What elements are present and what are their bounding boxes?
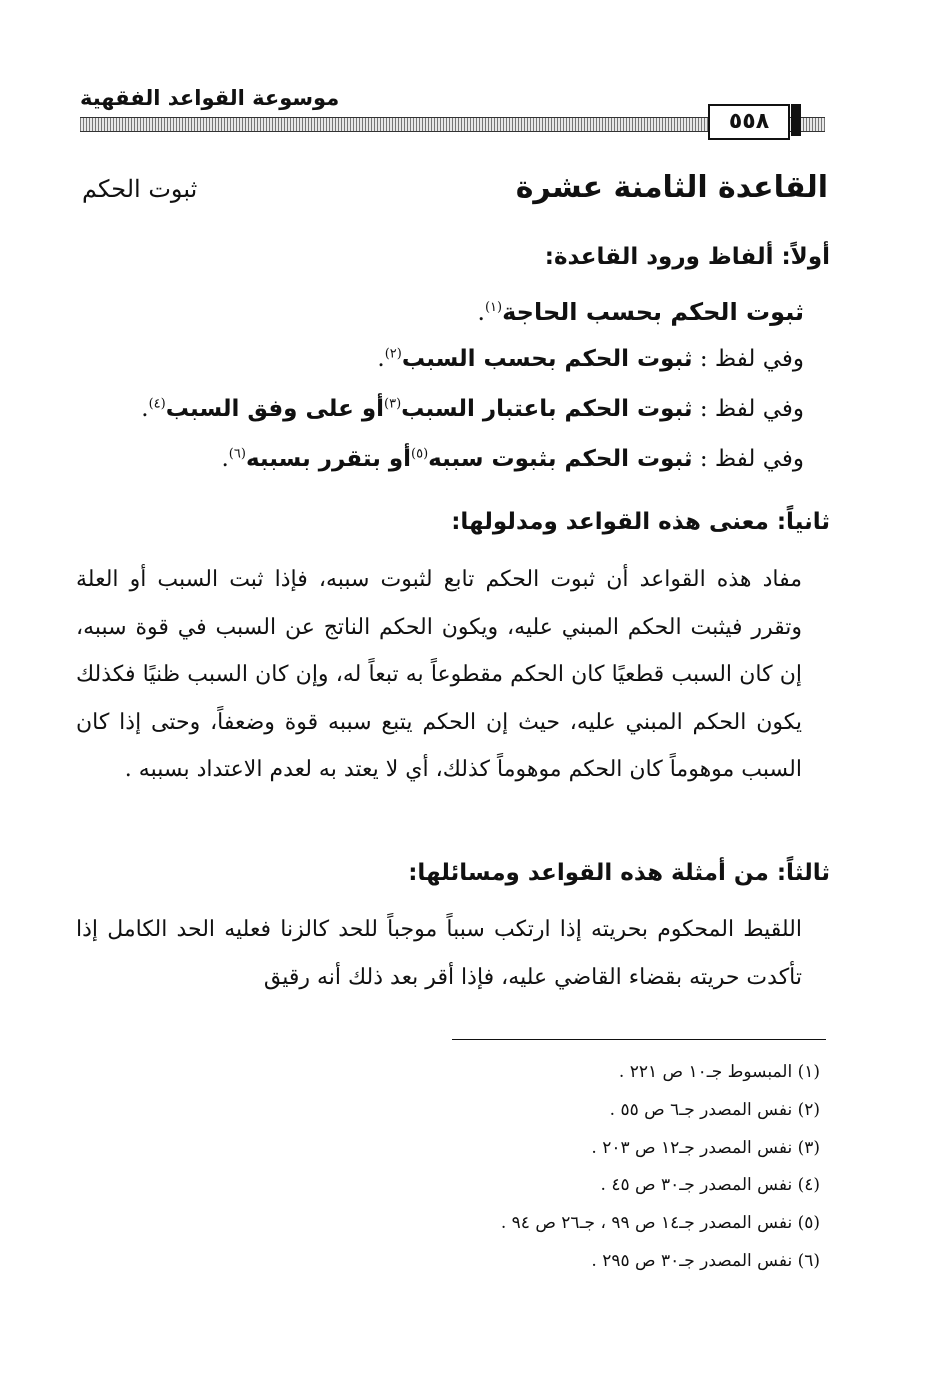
main-wording-text: ثبوت الحكم بحسب الحاجة <box>502 298 804 326</box>
footnote-ref: (٤) <box>148 396 166 412</box>
book-title: موسوعة القواعد الفقهية <box>80 86 340 110</box>
footnote-ref: (٥) <box>411 446 429 462</box>
variant-text: ثبوت الحكم بحسب السبب <box>401 346 693 372</box>
section-2-body: مفاد هذه القواعد أن ثبوت الحكم تابع لثبوت سببه، فإذا ثبت السبب أو العلة وتقرر فيثبت الحكم المبني عليه، ويكون الحكم الناتج عن السبب في قوة سببه، إن كان السبب قطعيًا كان الحكم مقطوعاً به تبعاً له، وإن كان السبب ظنيًا فكذلك يكون الحكم المبني عليه، حيث إن الحكم يتبع سببه قوة وضعفاً، وحتى إذا كان السبب موهوماً كان الحكم موهوماً كذلك، أي لا يعتد به لعدم الاعتداد بسببه . <box>76 567 802 782</box>
rule-title: القاعدة الثامنة عشرة <box>515 170 828 205</box>
variant-prefix: وفي لفظ : <box>692 346 804 372</box>
footnote-list <box>501 1054 820 1281</box>
variant-prefix: وفي لفظ : <box>692 396 804 422</box>
section-3-title: ثالثاً: من أمثلة هذه القواعد ومسائلها: <box>408 860 830 886</box>
variant-wording: وفي لفظ : ثبوت الحكم باعتبار السبب$^{(٣)}$أو على وفق السبب$^{(٤)}$. <box>141 396 804 422</box>
variant-text-2: أو بتقرر بسببه <box>245 446 412 472</box>
variant-text-2: أو على وفق السبب <box>165 396 385 422</box>
footnote-ref: (٢) <box>384 346 402 362</box>
main-wording: ثبوت الحكم بحسب الحاجة$^{(١)}$. <box>477 298 804 326</box>
footnote: (٥) نفس المصدر جـ١٤ ص ٩٩ ، جـ٢٦ ص ٩٤ . <box>500 1213 820 1234</box>
topic-label: ثبوت الحكم <box>82 175 198 203</box>
section-2-title: ثانياً: معنى هذه القواعد ومدلولها: <box>451 509 830 535</box>
variant-text: ثبوت الحكم باعتبار السبب <box>401 396 693 422</box>
footnote-separator <box>452 1039 826 1040</box>
footnote-ref: (١) <box>484 300 503 315</box>
variant-wording: وفي لفظ : ثبوت الحكم بحسب السبب$^{(٢)}$. <box>377 346 804 372</box>
header-mark <box>791 104 801 136</box>
footnote: (١) المبسوط جـ١٠ ص ٢٢١ . <box>618 1062 820 1082</box>
variant-prefix: وفي لفظ : <box>692 446 804 472</box>
footnote-ref: (٦) <box>228 446 246 462</box>
footnote-ref: (٣) <box>384 396 402 412</box>
footnote: (٦) نفس المصدر جـ٣٠ ص ٢٩٥ . <box>591 1250 820 1271</box>
variant-wording: وفي لفظ : ثبوت الحكم بثبوت سببه$^{(٥)}$أو بتقرر بسببه$^{(٦)}$. <box>221 446 804 472</box>
page-number: ٥٥٨ <box>708 104 790 140</box>
footnote: (٤) نفس المصدر جـ٣٠ ص ٤٥ . <box>600 1175 820 1196</box>
section-3-body: اللقيط المحكوم بحريته إذا ارتكب سبباً موجباً للحد كالزنا فعليه الحد الكامل إذا تأكدت حريته بقضاء القاضي عليه، فإذا أقر بعد ذلك أنه رقيق <box>76 917 802 990</box>
footnote: (٣) نفس المصدر جـ١٢ ص ٢٠٣ . <box>591 1137 820 1158</box>
variant-text: ثبوت الحكم بثبوت سببه <box>428 446 693 472</box>
footnote: (٢) نفس المصدر جـ٦ ص ٥٥ . <box>609 1099 820 1120</box>
section-1-title: أولاً: ألفاظ ورود القاعدة: <box>544 244 830 270</box>
